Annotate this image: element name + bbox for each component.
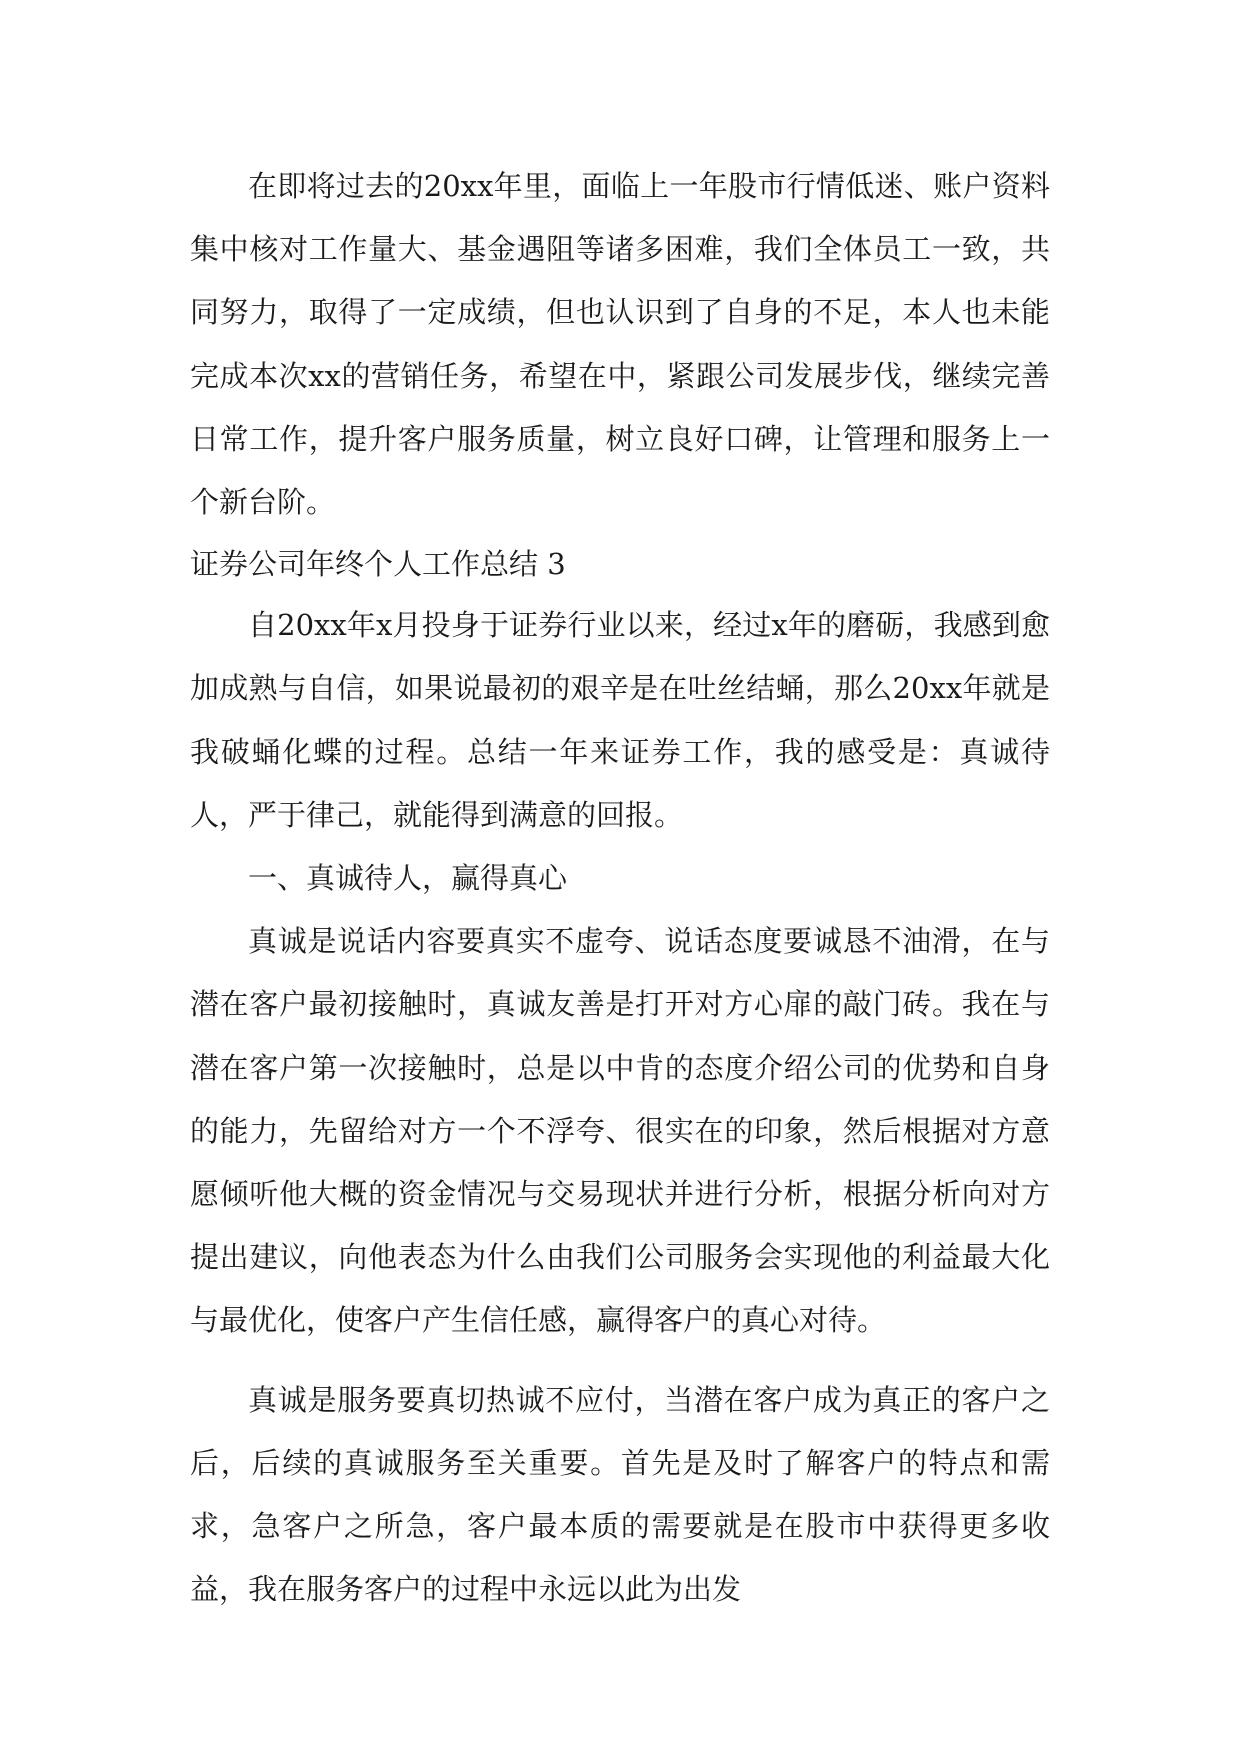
document-page: [190, 155, 1050, 1621]
paragraph-1: 在即将过去的20xx年里，面临上一年股市行情低迷、账户资料集中核对工作量大、基金遇阻等诸多困难，我们全体员工一致，共同努力，取得了一定成绩，但也认识到了自身的不足，本人也未能完成本次xx的营销任务，希望在中，紧跟公司发展步伐，继续完善日常工作，提升客户服务质量，树立良好口碑，让管理和服务上一个新台阶。: [190, 169, 1050, 520]
section-title: 证券公司年终个人工作总结 3: [190, 547, 566, 582]
paragraph-4: 真诚是服务要真切热诚不应付，当潜在客户成为真正的客户之后，后续的真诚服务至关重要。首先是及时了解客户的特点和需求，急客户之所急，客户最本质的需要就是在股市中获得更多收益，我在服务客户的过程中永远以此为出发: [190, 1382, 1050, 1607]
subheading-1: 一、真诚待人，赢得真心: [248, 861, 568, 896]
paragraph-3: 真诚是说话内容要真实不虚夸、说话态度要诚恳不油滑，在与潜在客户最初接触时，真诚友善是打开对方心扉的敲门砖。我在与潜在客户第一次接触时，总是以中肯的态度介绍公司的优势和自身的能力，先留给对方一个不浮夸、很实在的印象，然后根据对方意愿倾听他大概的资金情况与交易现状并进行分析，根据分析向对方提出建议，向他表态为什么由我们公司服务会实现他的利益最大化与最优化，使客户产生信任感，赢得客户的真心对待。: [190, 924, 1050, 1338]
paragraph-2: 自20xx年x月投身于证券行业以来，经过x年的磨砺，我感到愈加成熟与自信，如果说最初的艰辛是在吐丝结蛹，那么20xx年就是我破蛹化蝶的过程。总结一年来证券工作，我的感受是：真诚待人，严于律己，就能得到满意的回报。: [190, 608, 1050, 832]
